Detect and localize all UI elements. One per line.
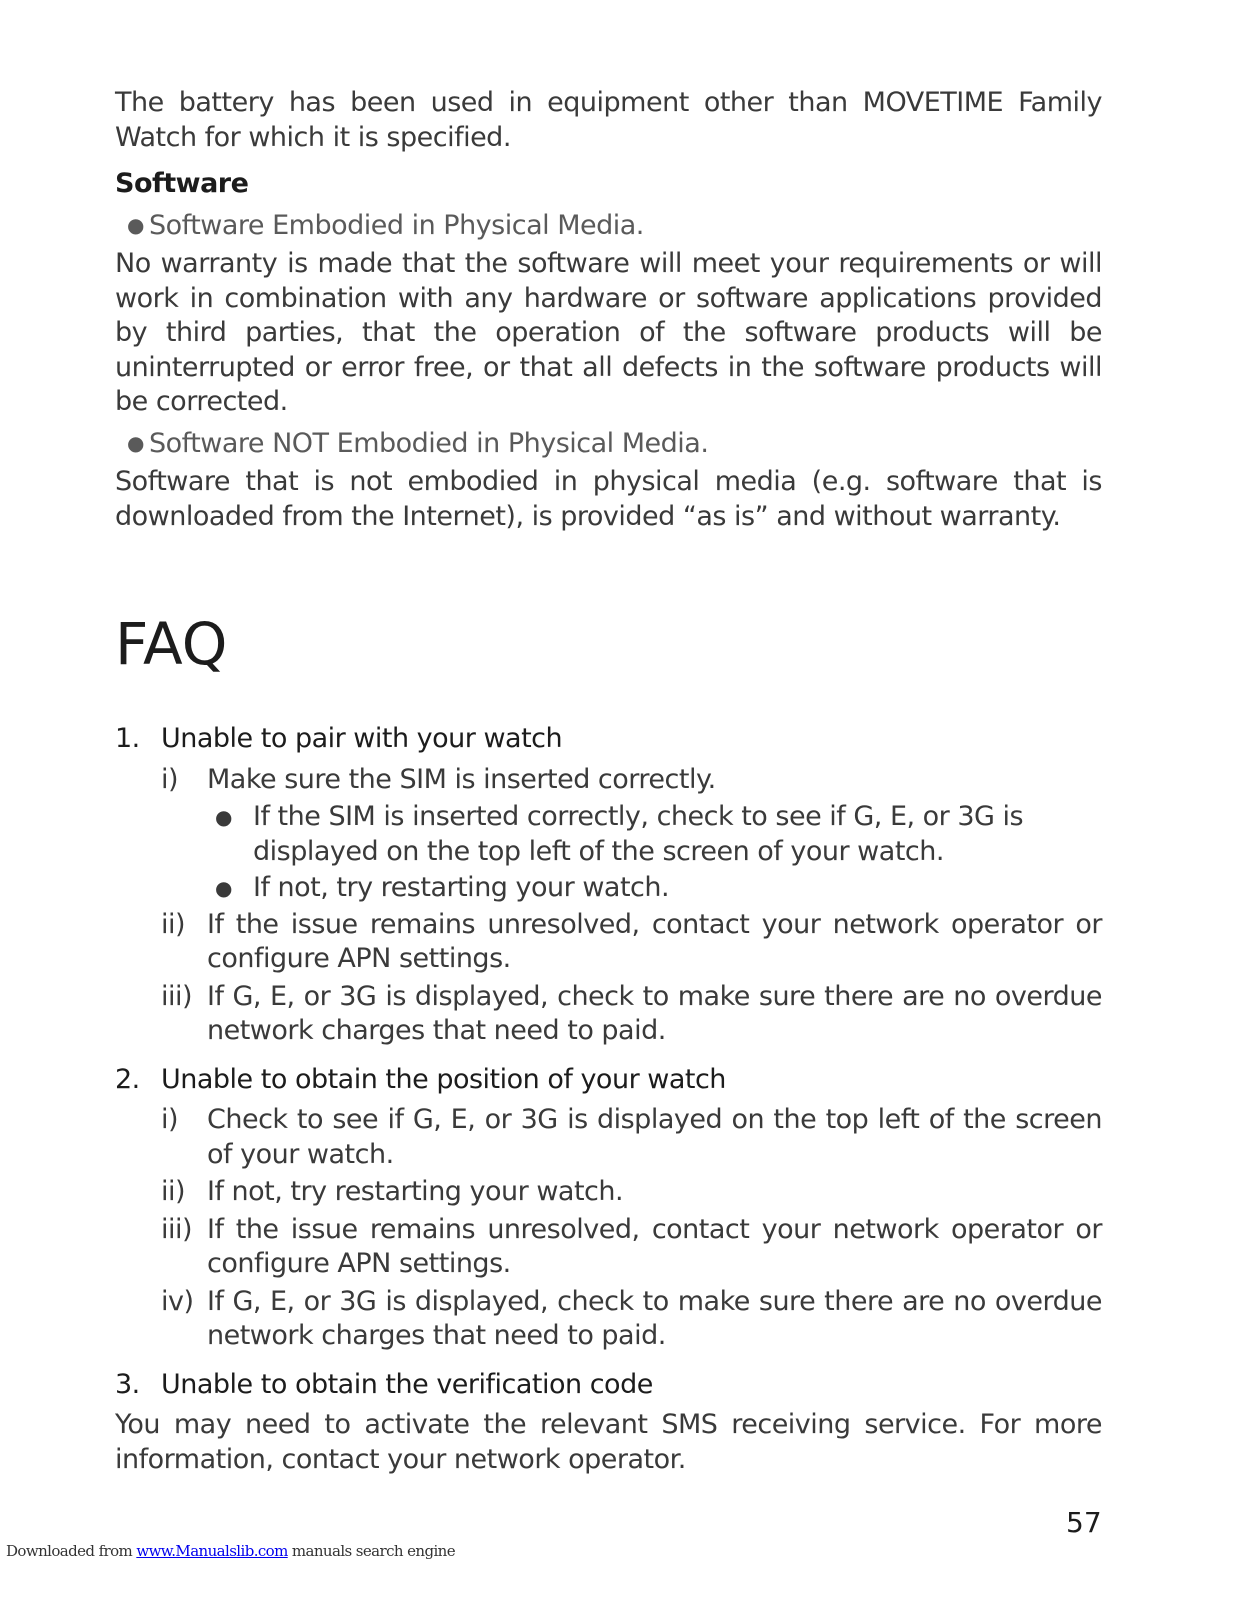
page-number: 57 xyxy=(1066,1506,1102,1539)
faq-1-bullet-1: ● If the SIM is inserted correctly, check to see if G, E, or 3G is displayed on the top left of the screen of your watch. xyxy=(215,800,1102,869)
software-heading: Software xyxy=(115,168,249,199)
question-title: Unable to obtain the position of your watch xyxy=(161,1063,726,1095)
bullet-icon: ● xyxy=(127,212,144,237)
software-paragraph-2: Software that is not embodied in physical media (e.g. software that is downloaded from the Internet), is provided “as is” and without warranty. xyxy=(115,466,1102,532)
faq-question-1 xyxy=(115,722,1102,757)
faq-2-step-iv: iv) If G, E, or 3G is displayed, check to make sure there are no overdue network charges that need to paid. xyxy=(161,1285,1102,1351)
faq-1-step-ii: ii) If the issue remains unresolved, contact your network operator or configure APN settings. xyxy=(161,908,1102,974)
download-footer xyxy=(6,1542,455,1560)
faq-title: FAQ xyxy=(115,610,228,678)
question-number: 1. xyxy=(115,723,140,754)
download-suffix: manuals search engine xyxy=(291,1542,455,1560)
bullet-icon: ● xyxy=(127,430,144,455)
question-number: 2. xyxy=(115,1063,140,1095)
faq-1-step-iii: iii) If G, E, or 3G is displayed, check to make sure there are no overdue network charges that need to paid. xyxy=(161,980,1102,1046)
download-prefix: Downloaded from xyxy=(6,1542,133,1560)
manualslib-link[interactable]: www.Manualslib.com xyxy=(136,1542,288,1560)
question-title: Unable to obtain the verification code xyxy=(161,1368,653,1400)
battery-paragraph: The battery has been used in equipment other than MOVETIME Family Watch for which it is specified. xyxy=(115,87,1102,153)
bullet-icon: ● xyxy=(215,876,232,900)
faq-3-answer: You may need to activate the relevant SMS receiving service. For more information, contact your network operator. xyxy=(115,1409,1102,1475)
software-bullet-embodied: ● Software Embodied in Physical Media. xyxy=(127,209,644,241)
faq-2-step-iii: iii) If the issue remains unresolved, contact your network operator or configure APN settings. xyxy=(161,1213,1102,1279)
page-content xyxy=(115,86,1102,1477)
faq-1-step-i: i) Make sure the SIM is inserted correctly. xyxy=(161,763,716,795)
faq-question-2 xyxy=(115,1063,1102,1098)
software-bullet-not-embodied: ● Software NOT Embodied in Physical Media. xyxy=(127,427,709,459)
faq-question-3 xyxy=(115,1368,1102,1403)
faq-1-bullet-2: ● If not, try restarting your watch. xyxy=(215,871,1102,906)
question-title: Unable to pair with your watch xyxy=(161,723,563,754)
question-number: 3. xyxy=(115,1368,140,1400)
bullet-icon: ● xyxy=(215,805,232,829)
software-paragraph-1: No warranty is made that the software will meet your requirements or will work in combination with any hardware or software applications provided by third parties, that the operation of the software products will be uninterrupted or error free, or that all defects in the software products will be corrected. xyxy=(115,248,1102,417)
faq-2-step-ii: ii) If not, try restarting your watch. xyxy=(161,1176,624,1207)
faq-2-step-i: i) Check to see if G, E, or 3G is displayed on the top left of the screen of your watch. xyxy=(161,1104,1102,1170)
